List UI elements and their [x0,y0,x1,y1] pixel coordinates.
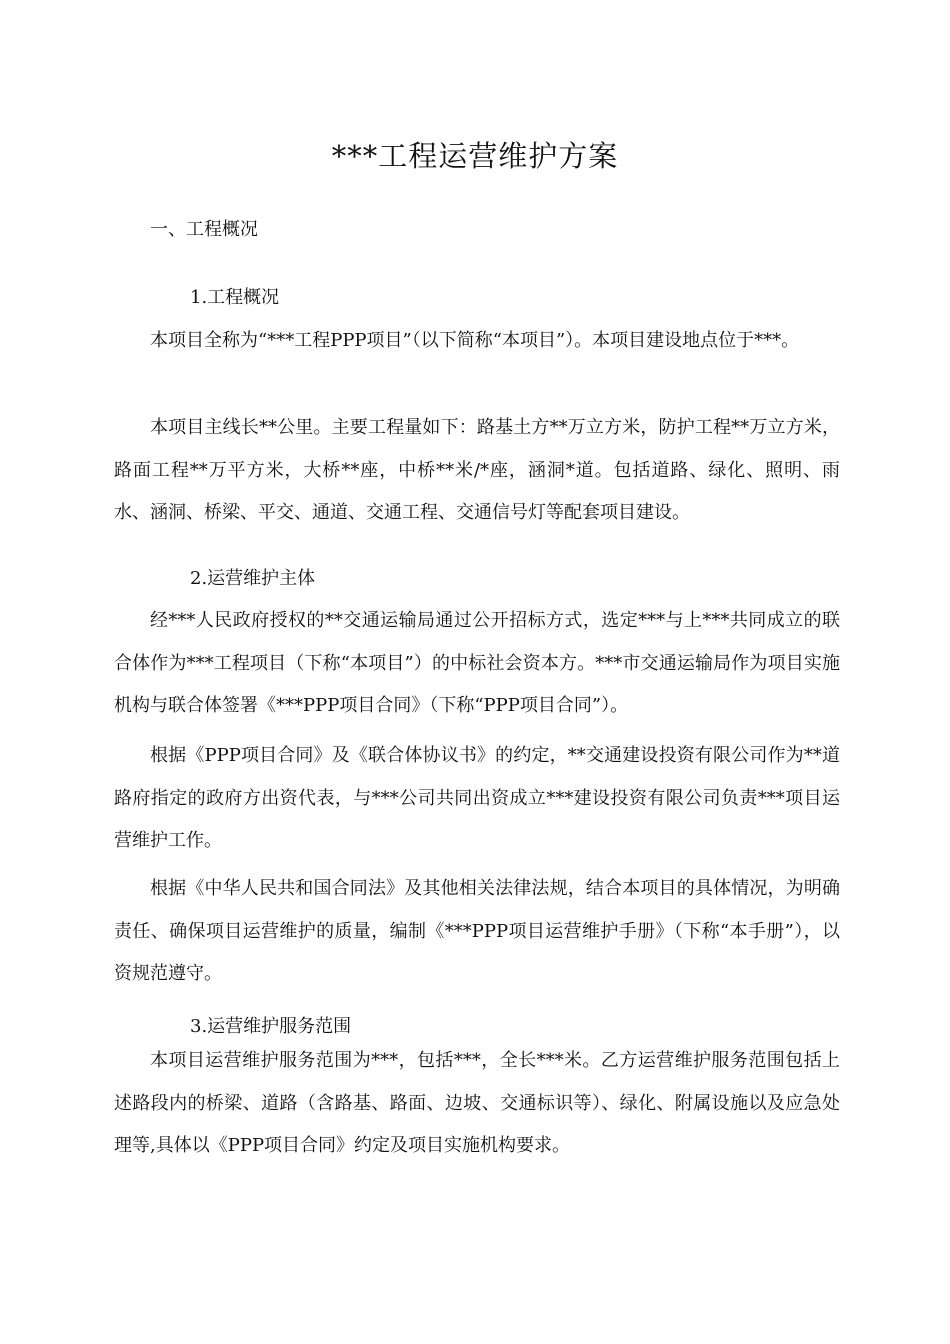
paragraph-project-name: 本项目全称为“***工程PPP项目”（以下简称“本项目”）。本项目建设地点位于***。 [150,330,800,351]
document-title: ***工程运营维护方案 [331,139,619,173]
paragraph-legal-basis: 根据《中华人民共和国合同法》及其他相关法律法规，结合本项目的具体情况，为明确责任、确保项目运营维护的质量，编制《***PPP项目运营维护手册》（下称“本手册”），以资规范遵守。 [114,878,840,984]
paragraph-service-scope: 本项目运营维护服务范围为***，包括***，全长***米。乙方运营维护服务范围包括上述路段内的桥梁、道路（含路基、路面、边坡、交通标识等）、绿化、附属设施以及应急处理等,具体以《PPP项目合同》约定及项目实施机构要求。 [114,1050,840,1156]
paragraph-tender: 经***人民政府授权的**交通运输局通过公开招标方式，选定***与上***共同成立的联合体作为***工程项目（下称“本项目”）的中标社会资本方。***市交通运输局作为项目实施机构与联合体签署《***PPP项目合同》（下称“PPP项目合同”）。 [114,610,840,716]
paragraph-consortium-agreement: 根据《PPP项目合同》及《联合体协议书》的约定，**交通建设投资有限公司作为**道路府指定的政府方出资代表，与***公司共同出资成立***建设投资有限公司负责***项目运营维护工作。 [114,745,840,851]
subsection-heading-service-scope: 3.运营维护服务范围 [190,1016,352,1037]
paragraph-project-quantities: 本项目主线长**公里。主要工程量如下：路基土方**万立方米，防护工程**万立方米，路面工程**万平方米，大桥**座，中桥**米/*座，涵洞*道。包括道路、绿化、照明、雨水、涵洞、桥梁、平交、通道、交通工程、交通信号灯等配套项目建设。 [114,417,840,523]
subsection-heading-project-overview: 1.工程概况 [190,287,280,308]
section-heading-overview: 一、工程概况 [150,219,258,240]
subsection-heading-operator: 2.运营维护主体 [190,568,316,589]
